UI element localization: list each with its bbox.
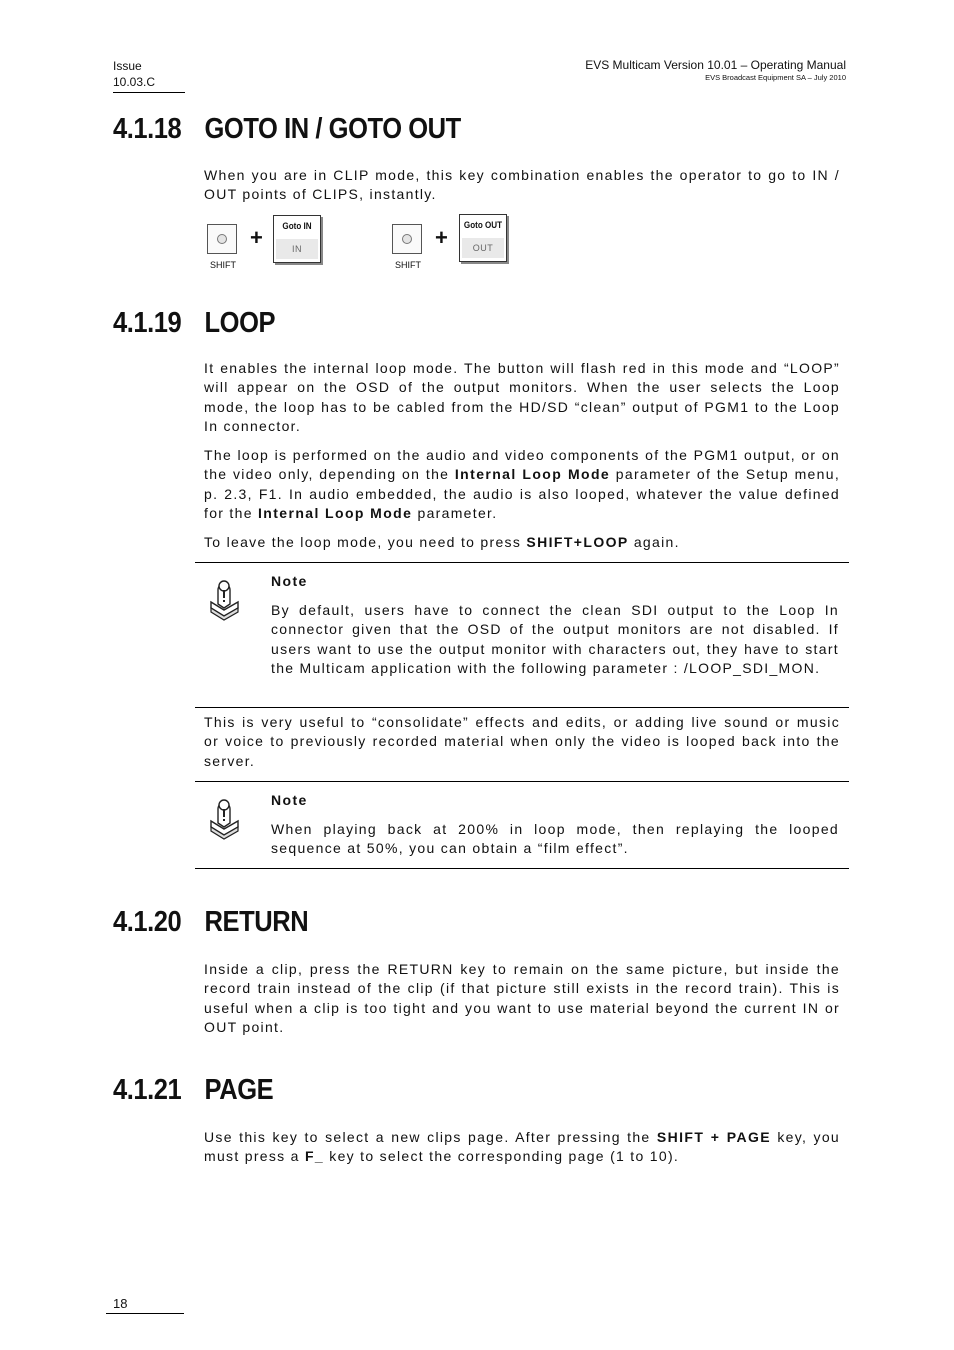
text-run: again. [628,534,680,550]
note-title: Note [271,792,308,808]
note-rule-top [195,781,849,782]
plus-icon: + [435,225,448,250]
loop-paragraph-3 [204,533,840,552]
goto-out-key [459,214,507,262]
text-run: Use this key to select a new clips page. After pressing the [204,1129,657,1145]
footer-rule [106,1313,184,1314]
manual-subtitle: EVS Broadcast Equipment SA – July 2010 [705,73,846,82]
heading-title: PAGE [204,1074,274,1106]
return-paragraph: Inside a clip, press the RETURN key to remain on the same picture, but inside the record train instead of the clip (if that picture still exists in the record train). This is useful when a clip is too tight and you want to use material beyond the current IN or OUT point. [204,961,840,1036]
manual-title: EVS Multicam Version 10.01 – Operating Manual [585,58,846,72]
heading-loop [113,307,275,340]
loop-paragraph-1: It enables the internal loop mode. The button will flash red in this mode and “LOOP” will appear on the OSD of the output monitors. When the user selects the Loop mode, the loop has to be cabled from the HD/SD “clean” output of PGM1 to the Loop In connector. [204,360,840,435]
shift-key-label: SHIFT [395,260,421,270]
note-rule-bottom [195,868,849,869]
goto-in-key [273,215,321,263]
loop-paragraph-2 [204,446,840,524]
heading-goto [113,113,461,146]
heading-number: 4.1.18 [113,113,182,145]
loop-paragraph-4: This is very useful to “consolidate” effects and edits, or adding live sound or music or voice to previously recorded material when only the video is looped back into the server. [204,714,840,769]
goto-out-key-top: Goto OUT [463,220,503,231]
note-hand-icon [205,574,243,622]
note-hand-icon [205,793,243,841]
shift-key [392,224,422,254]
issue-number: 10.03.C [113,75,156,89]
page-paragraph [204,1128,840,1167]
key-combo: SHIFT+LOOP [526,534,629,550]
heading-title: RETURN [204,906,309,938]
heading-number: 4.1.19 [113,307,182,339]
goto-in-key-top: Goto IN [282,221,312,232]
note-rule-bottom [195,707,849,708]
heading-number: 4.1.20 [113,906,182,938]
header-title-block [585,58,846,83]
goto-paragraph: When you are in CLIP mode, this key combination enables the operator to go to IN / OUT points of CLIPS, instantly. [204,167,840,203]
plus-icon: + [250,225,263,250]
text-run: parameter of the Setup menu, p. 2.3, F1. In audio embedded, the audio is also looped, whatever the value defined for the [204,466,841,522]
heading-page [113,1074,273,1107]
text-run: key to select the corresponding page (1 to 10). [324,1148,680,1165]
goto-in-key-bottom: IN [276,239,318,259]
text-run: The loop is performed on the audio and video components of the PGM1 output, or on the video only, depending on the [204,447,840,483]
heading-return [113,906,308,939]
page-number: 18 [113,1296,128,1311]
heading-title: GOTO IN / GOTO OUT [204,113,461,145]
heading-title: LOOP [204,307,276,339]
note-title: Note [271,573,308,589]
led-icon [402,234,412,244]
shift-key [207,224,237,254]
heading-number: 4.1.21 [113,1074,182,1106]
header-rule [113,92,185,93]
parameter-name: Internal Loop Mode [257,505,413,522]
key-combo: SHIFT + PAGE [656,1129,771,1145]
note-text: When playing back at 200% in loop mode, then replaying the looped sequence at 50%, you can obtain a “film effect”. [271,821,839,857]
text-run: To leave the loop mode, you need to press [204,534,527,550]
header-issue [113,58,185,93]
note-rule-top [195,562,849,563]
shift-key-label: SHIFT [210,260,236,270]
parameter-name: Internal Loop Mode [454,466,611,483]
text-run: key, you must press a [204,1129,840,1165]
led-icon [217,234,227,244]
issue-label: Issue [113,59,142,73]
note-text: By default, users have to connect the clean SDI output to the Loop In connector given that the OSD of the output monitors are not disabled. If users want to use the output monitor with characters out, they have to start the Multicam application with the following parameter : /LOOP_SDI_MON. [271,602,839,677]
key-name: F_ [304,1148,325,1165]
goto-out-key-bottom: OUT [462,238,504,258]
text-run: parameter. [412,505,498,522]
